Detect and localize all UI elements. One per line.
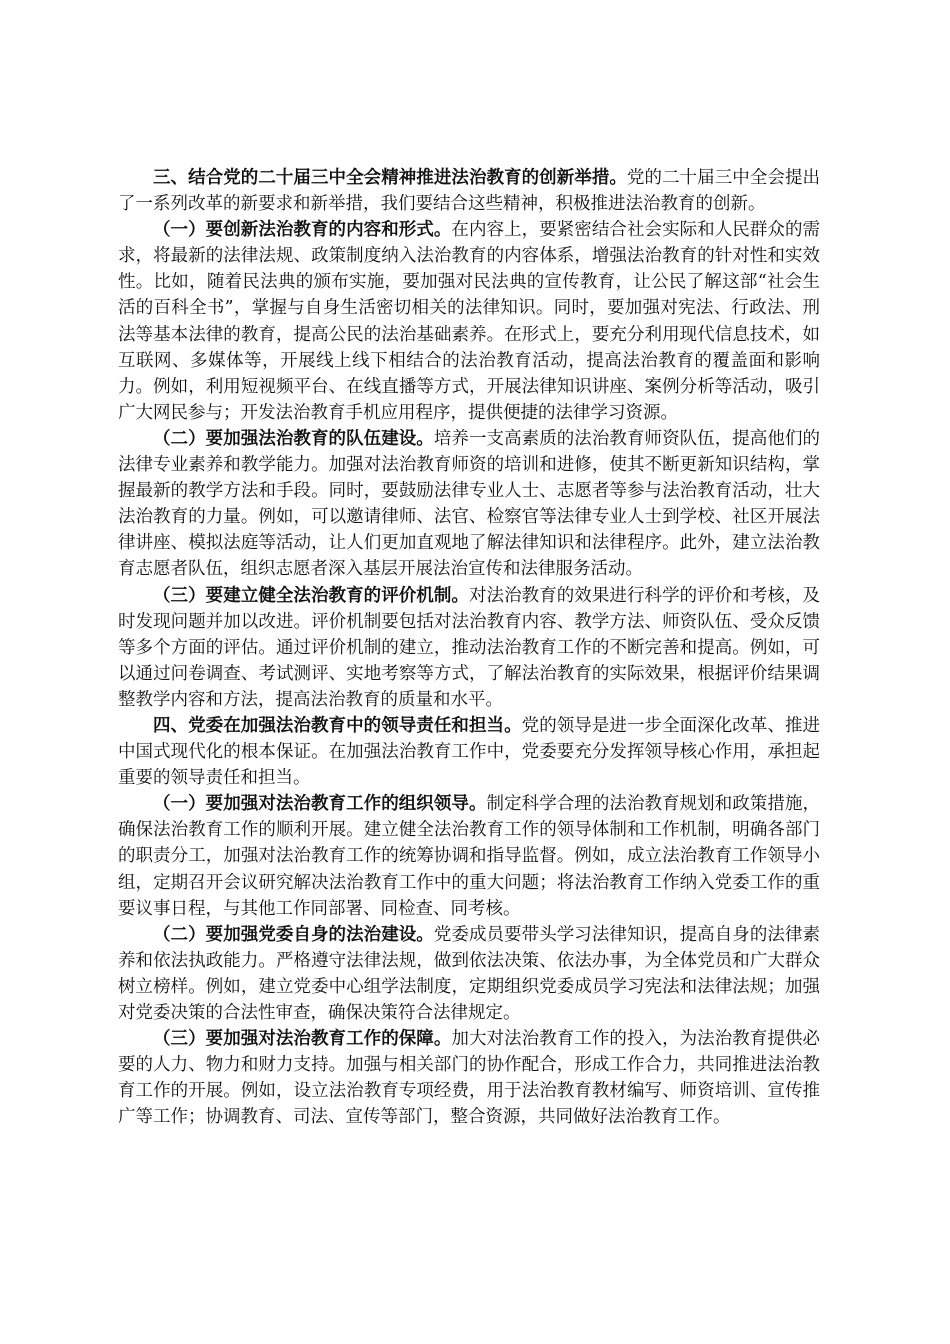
section-four-item-two-paragraph — [118, 922, 820, 1026]
section-three-item-one-text: 在内容上，要紧密结合社会实际和人民群众的需求，将最新的法律法规、政策制度纳入法治教育的内容体系，增强法治教育的针对性和实效性。比如，随着民法典的颁布实施，要加强对民法典的宣传教育，让公民了解这部“社会生活的百科全书”，掌握与自身生活密切相关的法律知识。同时，要加强对宪法、行政法、刑法等基本法律的教育，提高公民的法治基础素养。在形式上，要充分利用现代信息技术，如互联网、多媒体等，开展线上线下相结合的法治教育活动，提高法治教育的覆盖面和影响力。例如，利用短视频平台、在线直播等方式，开展法律知识讲座、案例分析等活动，吸引广大网民参与；开发法治教育手机应用程序，提供便捷的法律学习资源。 — [118, 220, 821, 423]
section-three-item-one-paragraph — [118, 217, 820, 426]
section-four-item-one-text: 制定科学合理的法治教育规划和政策措施，确保法治教育工作的顺利开展。建立健全法治教育工作的领导体制和工作机制，明确各部门的职责分工，加强对法治教育工作的统筹协调和指导监督。例如，成立法治教育工作领导小组，定期召开会议研究解决法治教育工作中的重大问题；将法治教育工作纳入党委工作的重要议事日程，与其他工作同部署、同检查、同考核。 — [118, 794, 821, 919]
section-four-item-two-text: 党委成员要带头学习法律知识，提高自身的法律素养和依法执政能力。严格遵守法律法规，做到依法决策、依法办事，为全体党员和广大群众树立榜样。例如，建立党委中心组学法制度，定期组织党委成员学习宪法和法律法规；加强对党委决策的合法性审查，确保决策符合法律规定。 — [118, 924, 821, 1023]
section-four-heading: 四、党委在加强法治教育中的领导责任和担当。 — [153, 715, 522, 736]
section-four-item-two-heading: （二）要加强党委自身的法治建设。 — [153, 924, 434, 945]
section-three-item-one-heading: （一）要创新法治教育的内容和形式。 — [153, 220, 452, 241]
section-four-item-three-text: 加大对法治教育工作的投入，为法治教育提供必要的人力、物力和财力支持。加强与相关部门的协作配合，形成工作合力，共同推进法治教育工作的开展。例如，设立法治教育专项经费，用于法治教育教材编写、师资培训、宣传推广等工作；协调教育、司法、宣传等部门，整合资源，共同做好法治教育工作。 — [118, 1029, 821, 1128]
section-four-text: 党的领导是进一步全面深化改革、推进中国式现代化的根本保证。在加强法治教育工作中，党委要充分发挥领导核心作用，承担起重要的领导责任和担当。 — [118, 715, 821, 789]
section-four-item-three-heading: （三）要加强对法治教育工作的保障。 — [153, 1029, 452, 1050]
section-three-item-two-heading: （二）要加强法治教育的队伍建设。 — [153, 428, 434, 449]
section-three-item-two-paragraph — [118, 426, 820, 583]
section-three-heading: 三、结合党的二十届三中全会精神推进法治教育的创新举措。 — [153, 168, 627, 188]
section-three-text: 党的二十届三中全会提出了一系列改革的新要求和新举措，我们要结合这些精神，积极推进法治教育的创新。 — [118, 168, 821, 215]
section-three-item-three-text: 对法治教育的效果进行科学的评价和考核，及时发现问题并加以改进。评价机制要包括对法治教育内容、教学方法、师资队伍、受众反馈等多个方面的评估。通过评价机制的建立，推动法治教育工作的不断完善和提高。例如，可以通过问卷调查、考试测评、实地考察等方式，了解法治教育的实际效果，根据评价结果调整教学内容和方法，提高法治教育的质量和水平。 — [118, 585, 821, 710]
section-four-item-one-heading: （一）要加强对法治教育工作的组织领导。 — [153, 794, 487, 815]
section-four-paragraph — [118, 713, 820, 791]
section-three-item-three-paragraph — [118, 583, 820, 713]
section-three-item-two-text: 培养一支高素质的法治教育师资队伍，提高他们的法律专业素养和教学能力。加强对法治教育师资的培训和进修，使其不断更新知识结构，掌握最新的教学方法和手段。同时，要鼓励法律专业人士、志愿者等参与法治教育活动，壮大法治教育的力量。例如，可以邀请律师、法官、检察官等法律专业人士到学校、社区开展法律讲座、模拟法庭等活动，让人们更加直观地了解法律知识和法律程序。此外，建立法治教育志愿者队伍，组织志愿者深入基层开展法治宣传和法律服务活动。 — [118, 428, 821, 580]
section-three-item-three-heading: （三）要建立健全法治教育的评价机制。 — [153, 585, 469, 606]
section-three-paragraph — [118, 165, 820, 217]
section-four-item-one-paragraph — [118, 791, 820, 921]
document-page — [118, 165, 820, 1130]
section-four-item-three-paragraph — [118, 1026, 820, 1130]
